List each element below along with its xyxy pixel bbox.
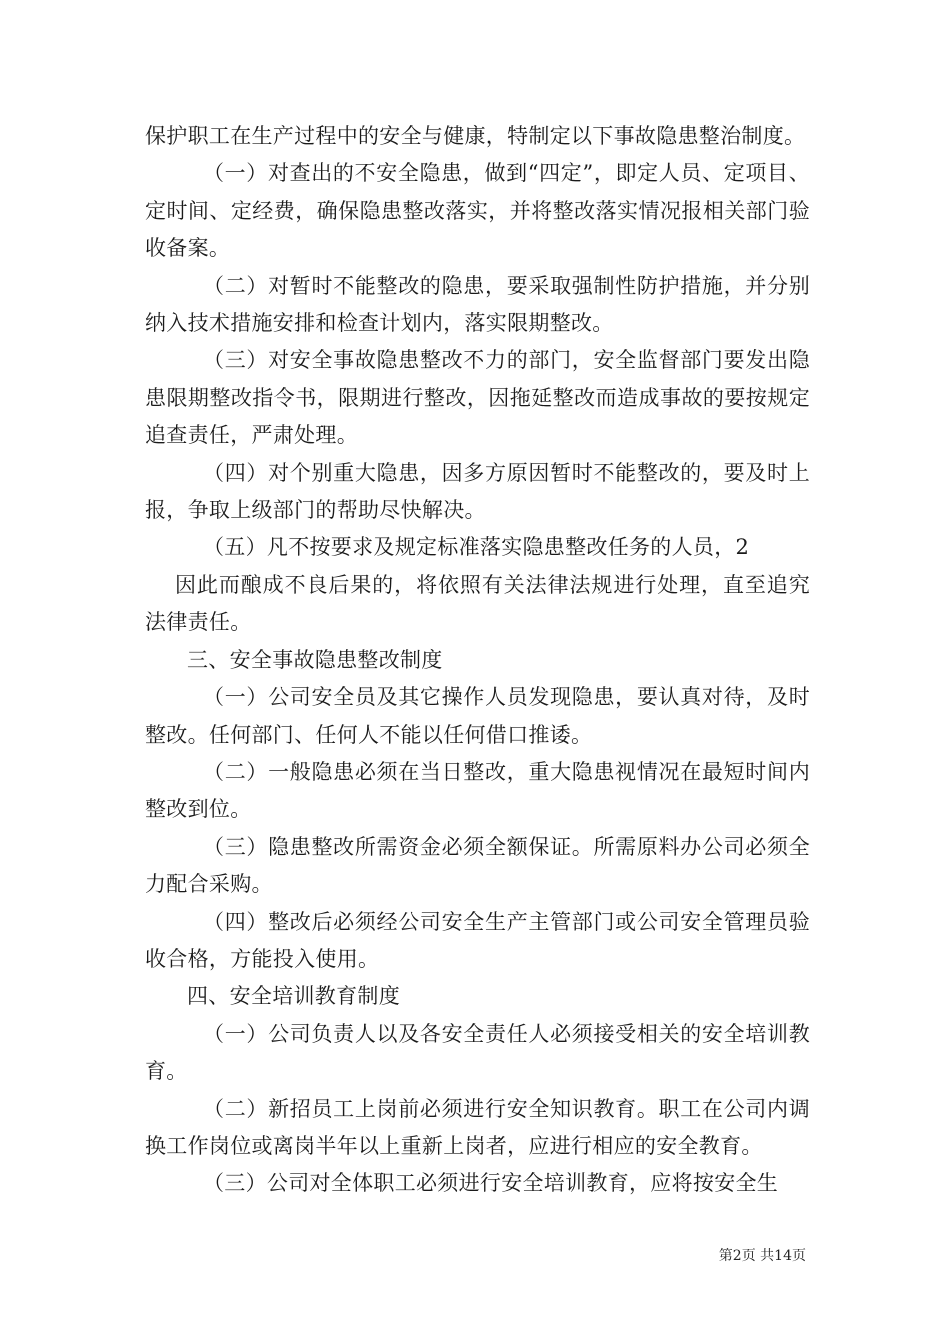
paragraph-intro: 保护职工在生产过程中的安全与健康，特制定以下事故隐患整治制度。 <box>145 124 806 148</box>
footer-middle: 页 共 <box>741 1248 775 1264</box>
paragraph-s4-item-3: （三）公司对全体职工必须进行安全培训教育，应将按安全生 <box>203 1171 779 1196</box>
footer-prefix: 第 <box>718 1248 733 1264</box>
paragraph-s3-item-1: （一）公司安全员及其它操作人员发现隐患，要认真对待，及时整改。任何部门、任何人不能以任何借口推诿。 <box>145 685 810 747</box>
footer-suffix: 页 <box>792 1248 806 1264</box>
footer-total-pages: 14 <box>774 1248 792 1264</box>
paragraph-s4-item-1: （一）公司负责人以及各安全责任人必须接受相关的安全培训教育。 <box>145 1021 810 1084</box>
paragraph-item-2: （二）对暂时不能整改的隐患，要采取强制性防护措施，并分别纳入技术措施安排和检查计划内，落实限期整改。 <box>145 273 810 336</box>
document-body <box>145 118 810 1203</box>
paragraph-s3-item-3: （三）隐患整改所需资金必须全额保证。所需原料办公司必须全力配合采购。 <box>145 834 810 897</box>
paragraph-s3-item-4: （四）整改后必须经公司安全生产主管部门或公司安全管理员验收合格，方能投入使用。 <box>145 909 810 971</box>
paragraph-item-4: （四）对个别重大隐患，因多方原因暂时不能整改的，要及时上报，争取上级部门的帮助尽快解决。 <box>145 460 810 523</box>
paragraph-continuation: 因此而酿成不良后果的，将依照有关法律法规进行处理，直至追究法律责任。 <box>145 572 810 635</box>
paragraph-item-5: （五）凡不按要求及规定标准落实隐患整改任务的人员，2 <box>203 535 750 560</box>
page-footer <box>719 1245 806 1265</box>
footer-current-page: 2 <box>732 1248 742 1264</box>
paragraph-item-1: （一）对查出的不安全隐患，做到“四定”，即定人员、定项目、定时间、定经费，确保隐患整改落实，并将整改落实情况报相关部门验收备案。 <box>145 161 810 261</box>
section-heading-4: 四、安全培训教育制度 <box>187 984 400 1009</box>
paragraph-s3-item-2: （二）一般隐患必须在当日整改，重大隐患视情况在最短时间内整改到位。 <box>145 759 810 822</box>
section-heading-3: 三、安全事故隐患整改制度 <box>187 647 443 672</box>
paragraph-item-3: （三）对安全事故隐患整改不力的部门，安全监督部门要发出隐患限期整改指令书，限期进行整改，因拖延整改而造成事故的要按规定追查责任，严肃处理。 <box>145 348 810 448</box>
paragraph-s4-item-2: （二）新招员工上岗前必须进行安全知识教育。职工在公司内调换工作岗位或离岗半年以上重新上岗者，应进行相应的安全教育。 <box>145 1096 810 1158</box>
